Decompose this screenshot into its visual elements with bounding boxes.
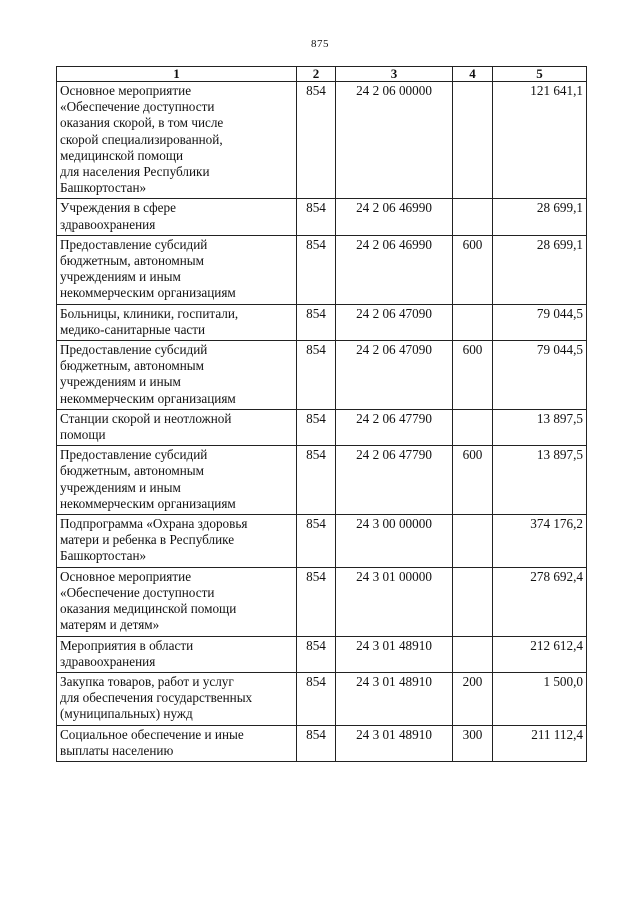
table-row bbox=[57, 567, 587, 636]
table-row bbox=[57, 672, 587, 725]
row-target-code-cell: 24 2 06 47790 bbox=[336, 409, 453, 445]
row-name-cell: Мероприятия в области здравоохранения bbox=[57, 636, 297, 672]
row-code-cell: 854 bbox=[297, 409, 336, 445]
row-name-cell: Основное мероприятие «Обеспечение доступности оказания скорой, в том числе скорой специализированной, медицинской помощи для населения Республики Башкортостан» bbox=[57, 82, 297, 199]
row-type-cell: 300 bbox=[453, 725, 493, 761]
row-name-cell: Больницы, клиники, госпитали, медико-санитарные части bbox=[57, 304, 297, 340]
row-code-cell: 854 bbox=[297, 446, 336, 515]
table-row bbox=[57, 636, 587, 672]
table-row bbox=[57, 304, 587, 340]
row-name-cell: Предоставление субсидий бюджетным, автономным учреждениям и иным некоммерческим организациям bbox=[57, 235, 297, 304]
row-amount-cell: 278 692,4 bbox=[493, 567, 587, 636]
row-code-cell: 854 bbox=[297, 636, 336, 672]
row-amount-cell: 28 699,1 bbox=[493, 199, 587, 235]
row-target-code-cell: 24 2 06 46990 bbox=[336, 199, 453, 235]
row-type-cell bbox=[453, 82, 493, 199]
row-code-cell: 854 bbox=[297, 341, 336, 410]
row-type-cell: 600 bbox=[453, 446, 493, 515]
row-code-cell: 854 bbox=[297, 199, 336, 235]
row-code-cell: 854 bbox=[297, 672, 336, 725]
page-number: 875 bbox=[311, 38, 329, 50]
row-target-code-cell: 24 2 06 47090 bbox=[336, 304, 453, 340]
column-header: 1 bbox=[57, 67, 297, 82]
row-target-code-cell: 24 3 00 00000 bbox=[336, 515, 453, 568]
row-target-code-cell: 24 2 06 46990 bbox=[336, 235, 453, 304]
row-name-cell: Основное мероприятие «Обеспечение доступности оказания медицинской помощи матерям и детям» bbox=[57, 567, 297, 636]
row-code-cell: 854 bbox=[297, 725, 336, 761]
table-row bbox=[57, 409, 587, 445]
column-header: 2 bbox=[297, 67, 336, 82]
row-amount-cell: 211 112,4 bbox=[493, 725, 587, 761]
row-amount-cell: 79 044,5 bbox=[493, 341, 587, 410]
table-header-row bbox=[57, 67, 587, 82]
column-header: 3 bbox=[336, 67, 453, 82]
row-target-code-cell: 24 2 06 47790 bbox=[336, 446, 453, 515]
row-target-code-cell: 24 3 01 48910 bbox=[336, 725, 453, 761]
row-amount-cell: 13 897,5 bbox=[493, 409, 587, 445]
row-code-cell: 854 bbox=[297, 235, 336, 304]
row-name-cell: Социальное обеспечение и иные выплаты населению bbox=[57, 725, 297, 761]
row-amount-cell: 79 044,5 bbox=[493, 304, 587, 340]
row-amount-cell: 13 897,5 bbox=[493, 446, 587, 515]
row-amount-cell: 374 176,2 bbox=[493, 515, 587, 568]
row-target-code-cell: 24 3 01 48910 bbox=[336, 672, 453, 725]
row-target-code-cell: 24 2 06 47090 bbox=[336, 341, 453, 410]
table-row bbox=[57, 341, 587, 410]
row-code-cell: 854 bbox=[297, 515, 336, 568]
row-type-cell bbox=[453, 636, 493, 672]
row-code-cell: 854 bbox=[297, 304, 336, 340]
table-row bbox=[57, 235, 587, 304]
table-row bbox=[57, 725, 587, 761]
budget-table bbox=[56, 66, 587, 762]
row-amount-cell: 28 699,1 bbox=[493, 235, 587, 304]
row-name-cell: Подпрограмма «Охрана здоровья матери и ребенка в Республике Башкортостан» bbox=[57, 515, 297, 568]
table-row bbox=[57, 446, 587, 515]
row-target-code-cell: 24 2 06 00000 bbox=[336, 82, 453, 199]
row-amount-cell: 1 500,0 bbox=[493, 672, 587, 725]
column-header: 4 bbox=[453, 67, 493, 82]
row-type-cell bbox=[453, 567, 493, 636]
row-type-cell: 600 bbox=[453, 235, 493, 304]
row-name-cell: Предоставление субсидий бюджетным, автономным учреждениям и иным некоммерческим организациям bbox=[57, 341, 297, 410]
table-row bbox=[57, 199, 587, 235]
row-name-cell: Учреждения в сфере здравоохранения bbox=[57, 199, 297, 235]
row-target-code-cell: 24 3 01 48910 bbox=[336, 636, 453, 672]
row-type-cell: 200 bbox=[453, 672, 493, 725]
row-code-cell: 854 bbox=[297, 82, 336, 199]
row-code-cell: 854 bbox=[297, 567, 336, 636]
table-row bbox=[57, 515, 587, 568]
row-name-cell: Предоставление субсидий бюджетным, автономным учреждениям и иным некоммерческим организациям bbox=[57, 446, 297, 515]
row-type-cell: 600 bbox=[453, 341, 493, 410]
row-target-code-cell: 24 3 01 00000 bbox=[336, 567, 453, 636]
row-amount-cell: 212 612,4 bbox=[493, 636, 587, 672]
table-body bbox=[57, 82, 587, 762]
row-type-cell bbox=[453, 515, 493, 568]
table-row bbox=[57, 82, 587, 199]
row-amount-cell: 121 641,1 bbox=[493, 82, 587, 199]
row-type-cell bbox=[453, 409, 493, 445]
row-type-cell bbox=[453, 304, 493, 340]
row-name-cell: Закупка товаров, работ и услуг для обеспечения государственных (муниципальных) нужд bbox=[57, 672, 297, 725]
row-name-cell: Станции скорой и неотложной помощи bbox=[57, 409, 297, 445]
column-header: 5 bbox=[493, 67, 587, 82]
row-type-cell bbox=[453, 199, 493, 235]
